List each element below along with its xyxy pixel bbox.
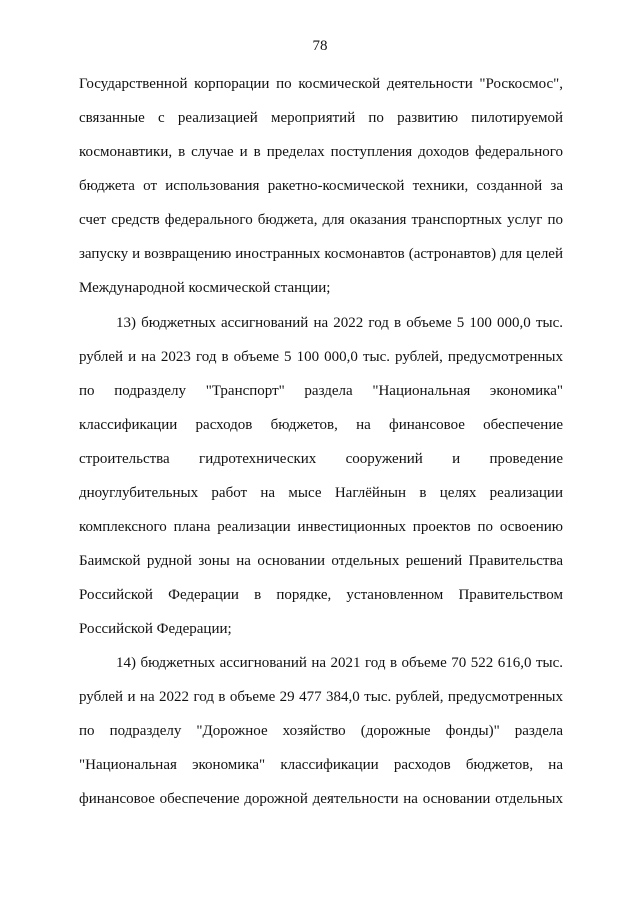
- text-line: Международной космической станции;: [79, 280, 331, 296]
- text-line: "Национальная экономика" классификации расходов бюджетов, на: [79, 757, 563, 773]
- text-line: связанные с реализацией мероприятий по развитию пилотируемой: [79, 110, 563, 126]
- text-line: финансовое обеспечение дорожной деятельности на основании отдельных: [79, 791, 563, 807]
- text-line: счет средств федерального бюджета, для оказания транспортных услуг по: [79, 212, 563, 228]
- text-line: 13) бюджетных ассигнований на 2022 год в объеме 5 100 000,0 тыс.: [116, 315, 563, 331]
- text-line: рублей и на 2023 год в объеме 5 100 000,0 тыс. рублей, предусмотренных: [79, 349, 563, 365]
- text-line: бюджета от использования ракетно-космической техники, созданной за: [79, 178, 563, 194]
- text-line: Российской Федерации;: [79, 621, 232, 637]
- text-line: классификации расходов бюджетов, на финансовое обеспечение: [79, 417, 563, 433]
- text-line: строительства гидротехнических сооружений и проведение: [79, 451, 563, 467]
- text-line: Российской Федерации в порядке, установленном Правительством: [79, 587, 563, 603]
- text-line: запуску и возвращению иностранных космонавтов (астронавтов) для целей: [79, 246, 563, 262]
- text-line: космонавтики, в случае и в пределах поступления доходов федерального: [79, 144, 563, 160]
- page-number: 78: [312, 38, 328, 54]
- text-line: 14) бюджетных ассигнований на 2021 год в объеме 70 522 616,0 тыс.: [116, 655, 563, 671]
- text-line: рублей и на 2022 год в объеме 29 477 384,0 тыс. рублей, предусмотренных: [79, 689, 563, 705]
- text-line: по подразделу "Транспорт" раздела "Национальная экономика": [79, 383, 563, 399]
- text-line: Государственной корпорации по космической деятельности "Роскосмос",: [79, 76, 563, 92]
- text-line: комплексного плана реализации инвестиционных проектов по освоению: [79, 519, 563, 535]
- text-line: Баимской рудной зоны на основании отдельных решений Правительства: [79, 553, 563, 569]
- text-line: по подразделу "Дорожное хозяйство (дорожные фонды)" раздела: [79, 723, 563, 739]
- text-line: дноуглубительных работ на мысе Наглёйнын в целях реализации: [79, 485, 563, 501]
